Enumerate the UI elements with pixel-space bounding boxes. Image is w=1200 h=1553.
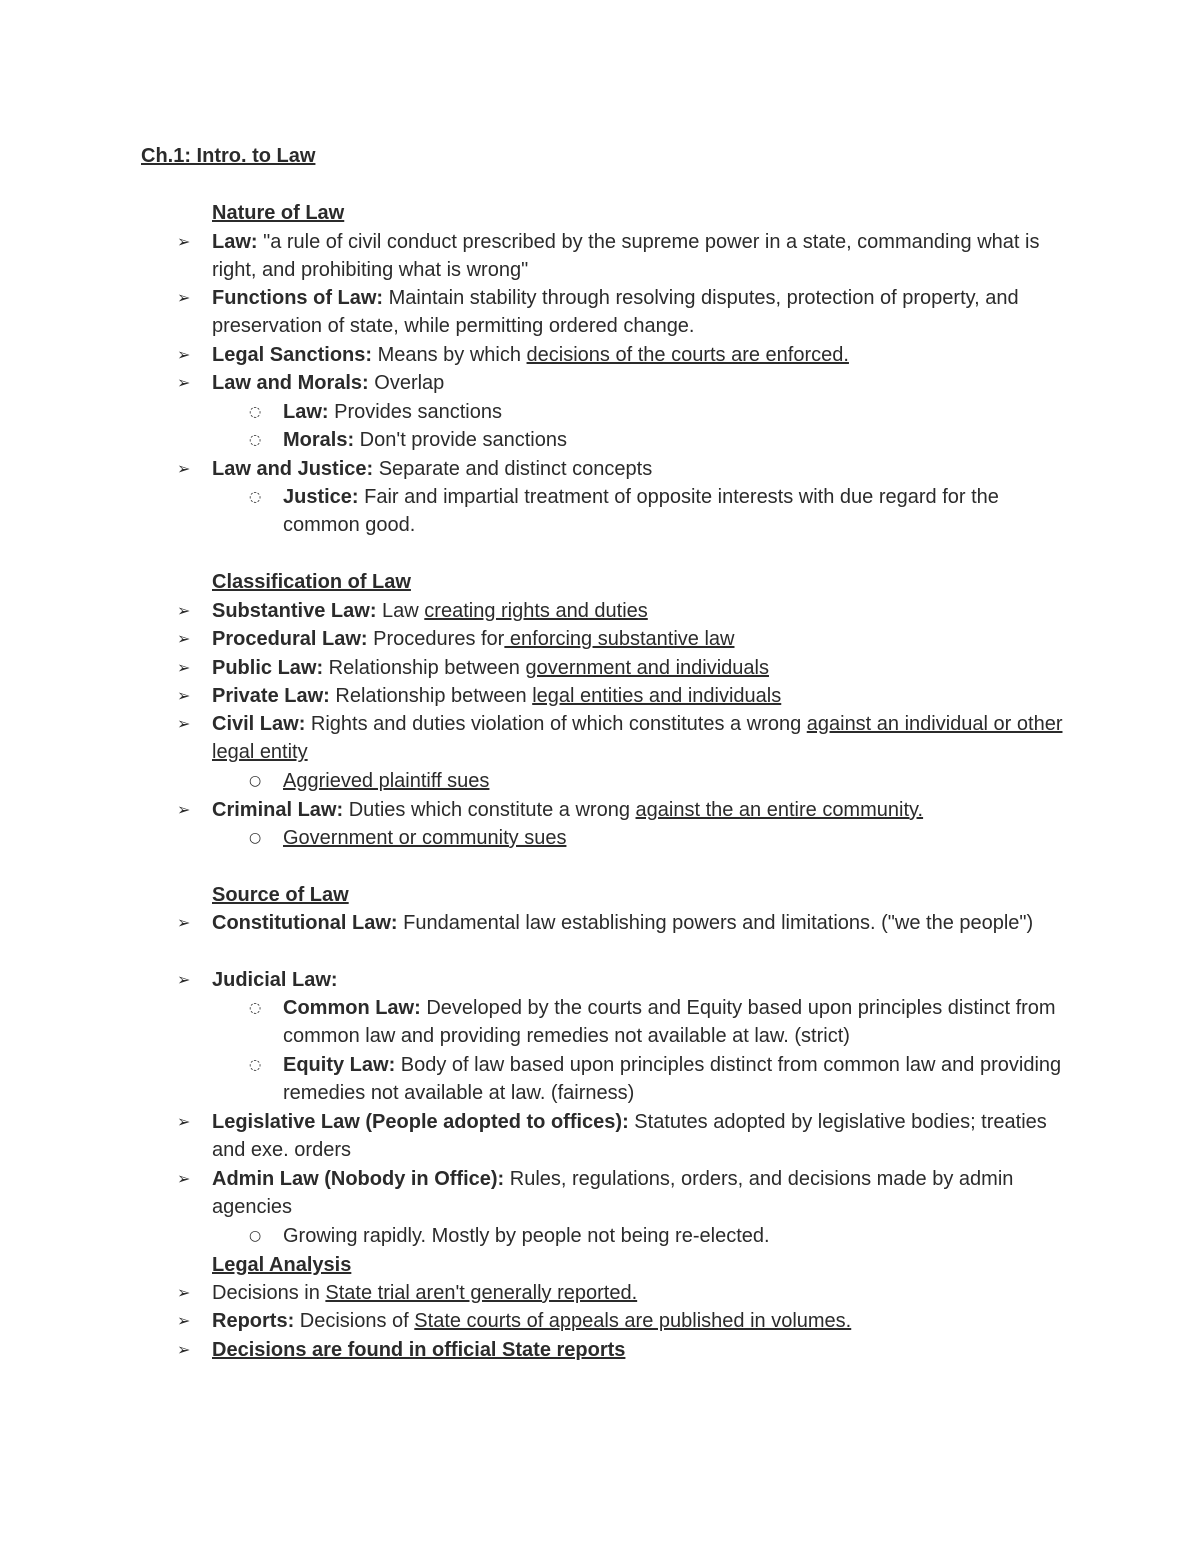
list-item-civil-law <box>177 710 1072 767</box>
underlined-text: against the an entire community. <box>635 799 924 821</box>
underlined-text: creating rights and duties <box>424 600 648 622</box>
sub-item-aggrieved-plaintiff <box>249 767 1073 795</box>
list-item-judicial-law <box>177 966 1072 994</box>
term-text: Relationship between <box>329 685 533 707</box>
term-label: Judicial Law: <box>212 969 338 991</box>
sub-item-growing-rapidly <box>249 1222 1073 1250</box>
bold-underlined-text: Decisions are found in official State reports <box>212 1339 626 1361</box>
list-item-law-and-justice <box>177 455 1072 483</box>
list-item-reports <box>177 1307 1072 1335</box>
term-label: Legislative Law (People adopted to offices): <box>212 1111 629 1133</box>
arrow-bullet-icon: ➢ <box>177 373 191 392</box>
term-label: Equity Law: <box>283 1054 396 1076</box>
term-label: Law and Morals: <box>212 372 369 394</box>
arrow-bullet-icon: ➢ <box>177 714 191 733</box>
arrow-bullet-icon: ➢ <box>177 1169 191 1188</box>
term-text: Don't provide sanctions <box>354 429 567 451</box>
term-text: Maintain stability through resolving disputes, protection of property, and preservation of state, while permitting ordered change. <box>212 287 1019 338</box>
section-heading-legal-analysis: Legal Analysis <box>212 1254 352 1276</box>
arrow-bullet-icon: ➢ <box>177 970 191 989</box>
dotted-circle-bullet-icon: ◌ <box>249 489 262 505</box>
list-item-substantive-law <box>177 597 1072 625</box>
term-text: Means by which <box>372 344 527 366</box>
underlined-text: Aggrieved plaintiff sues <box>283 770 490 792</box>
list-item-decisions-found <box>177 1336 1072 1364</box>
term-label: Criminal Law: <box>212 799 344 821</box>
term-text: Overlap <box>368 372 445 394</box>
circle-bullet-icon: ○ <box>249 773 262 789</box>
arrow-bullet-icon: ➢ <box>177 232 191 251</box>
underlined-text: against an individual or other legal entity <box>212 713 1063 764</box>
arrow-bullet-icon: ➢ <box>177 686 191 705</box>
term-text: Growing rapidly. Mostly by people not being re-elected. <box>283 1225 770 1247</box>
list-item-public-law <box>177 654 1072 682</box>
list-item-law-definition <box>177 228 1072 285</box>
sub-item-justice <box>249 483 1073 540</box>
list-item-admin-law <box>177 1165 1072 1222</box>
underlined-text: legal entities and individuals <box>532 685 782 707</box>
list-item-decisions-in-state-trial <box>177 1279 1072 1307</box>
term-text: Decisions in <box>212 1282 326 1304</box>
term-label: Morals: <box>283 429 355 451</box>
sub-item-common-law <box>249 994 1073 1051</box>
arrow-bullet-icon: ➢ <box>177 913 191 932</box>
arrow-bullet-icon: ➢ <box>177 288 191 307</box>
term-text: Procedures for <box>367 628 505 650</box>
term-text: Fair and impartial treatment of opposite interests with due regard for the common good. <box>283 486 999 537</box>
term-text: Statutes adopted by legislative bodies; treaties and exe. orders <box>212 1111 1047 1162</box>
section-heading-source-of-law: Source of Law <box>212 884 349 906</box>
term-text: Rights and duties violation of which constitutes a wrong <box>305 713 807 735</box>
term-label: Law: <box>212 231 258 253</box>
dotted-circle-bullet-icon: ◌ <box>249 1000 262 1016</box>
term-text: Duties which constitute a wrong <box>343 799 636 821</box>
term-label: Constitutional Law: <box>212 912 398 934</box>
arrow-bullet-icon: ➢ <box>177 1283 191 1302</box>
term-text: Developed by the courts and Equity based upon principles distinct from common law and providing remedies not available at law. (strict) <box>283 997 1056 1048</box>
list-item-law-and-morals <box>177 369 1072 397</box>
page-title: Ch.1: Intro. to Law <box>141 145 316 167</box>
sub-item-government-sues <box>249 824 1073 852</box>
term-label: Law: <box>283 401 329 423</box>
term-text: "a rule of civil conduct prescribed by the supreme power in a state, commanding what is right, and prohibiting what is wrong" <box>212 231 1040 282</box>
term-text: Law <box>376 600 425 622</box>
underlined-text: State trial aren't generally reported. <box>325 1282 638 1304</box>
term-label: Law and Justice: <box>212 458 374 480</box>
sub-item-equity-law <box>249 1051 1073 1108</box>
term-label: Functions of Law: <box>212 287 384 309</box>
underlined-text: decisions of the courts are enforced. <box>526 344 849 366</box>
term-label: Civil Law: <box>212 713 306 735</box>
underlined-text: government and individuals <box>525 657 769 679</box>
list-item-private-law <box>177 682 1072 710</box>
dotted-circle-bullet-icon: ◌ <box>249 432 262 448</box>
term-label: Admin Law (Nobody in Office): <box>212 1168 505 1190</box>
circle-bullet-icon: ○ <box>249 1228 262 1244</box>
term-label: Justice: <box>283 486 359 508</box>
arrow-bullet-icon: ➢ <box>177 629 191 648</box>
arrow-bullet-icon: ➢ <box>177 1340 191 1359</box>
arrow-bullet-icon: ➢ <box>177 800 191 819</box>
underlined-text: State courts of appeals are published in volumes. <box>414 1310 852 1332</box>
list-item-legislative-law <box>177 1108 1072 1165</box>
arrow-bullet-icon: ➢ <box>177 459 191 478</box>
term-text: Body of law based upon principles distinct from common law and providing remedies not available at law. (fairness) <box>283 1054 1062 1105</box>
underlined-text: Government or community sues <box>283 827 567 849</box>
dotted-circle-bullet-icon: ◌ <box>249 404 262 420</box>
arrow-bullet-icon: ➢ <box>177 345 191 364</box>
sub-item-law-sanctions <box>249 398 1073 426</box>
term-text: Decisions of <box>294 1310 415 1332</box>
term-label: Reports: <box>212 1310 295 1332</box>
term-text: Provides sanctions <box>328 401 502 423</box>
arrow-bullet-icon: ➢ <box>177 601 191 620</box>
dotted-circle-bullet-icon: ◌ <box>249 1057 262 1073</box>
list-item-legal-sanctions <box>177 341 1072 369</box>
term-label: Common Law: <box>283 997 421 1019</box>
circle-bullet-icon: ○ <box>249 830 262 846</box>
term-text: Relationship between <box>323 657 526 679</box>
list-item-criminal-law <box>177 796 1072 824</box>
term-label: Public Law: <box>212 657 324 679</box>
sub-item-morals-sanctions <box>249 426 1073 454</box>
term-label: Private Law: <box>212 685 330 707</box>
term-label: Legal Sanctions: <box>212 344 373 366</box>
arrow-bullet-icon: ➢ <box>177 1311 191 1330</box>
term-label: Substantive Law: <box>212 600 377 622</box>
section-heading-classification-of-law: Classification of Law <box>212 571 411 593</box>
list-item-procedural-law <box>177 625 1072 653</box>
arrow-bullet-icon: ➢ <box>177 1112 191 1131</box>
list-item-functions-of-law <box>177 284 1072 341</box>
term-text: Fundamental law establishing powers and limitations. ("we the people") <box>397 912 1034 934</box>
term-label: Procedural Law: <box>212 628 368 650</box>
term-text: Separate and distinct concepts <box>373 458 653 480</box>
list-item-constitutional-law <box>177 909 1072 937</box>
underlined-text: enforcing substantive law <box>504 628 735 650</box>
term-text: Rules, regulations, orders, and decisions made by admin agencies <box>212 1168 1014 1219</box>
arrow-bullet-icon: ➢ <box>177 658 191 677</box>
section-heading-nature-of-law: Nature of Law <box>212 202 345 224</box>
